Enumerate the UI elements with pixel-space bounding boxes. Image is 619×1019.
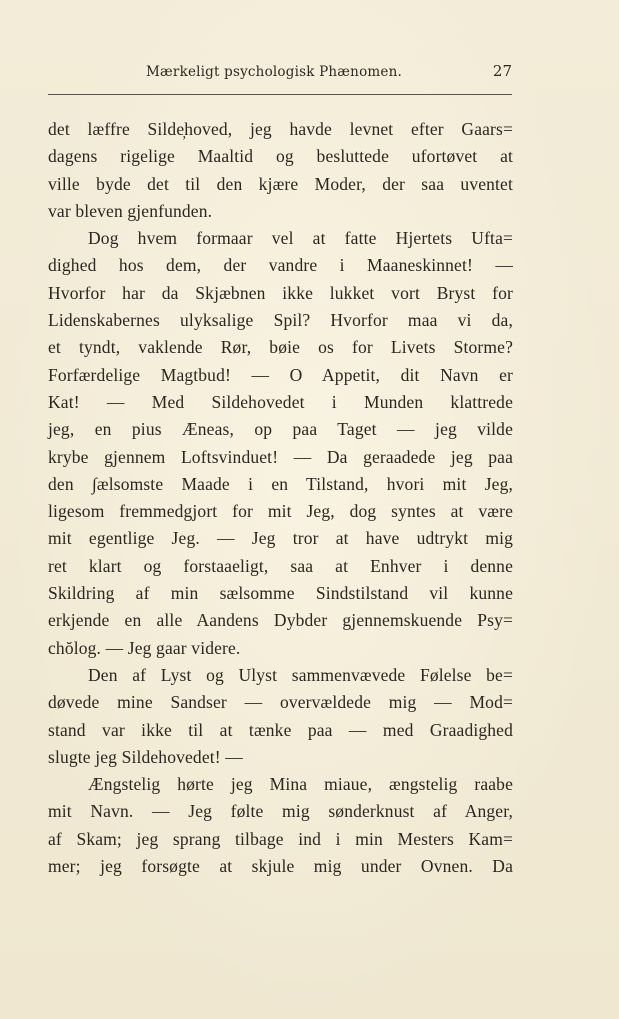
text-line: ligesom fremmedgjort for mit Jeg, dog syntes at være <box>48 501 513 522</box>
text-line: ret klart og forstaaeligt, saa at Enhver i denne <box>48 555 513 576</box>
text-line: ville byde det til den kjære Moder, der saa uventet <box>48 173 513 194</box>
page-header <box>48 62 512 84</box>
text-line: et tyndt, vaklende Rør, bøie os for Livets Storme? <box>48 337 513 358</box>
text-line: chŏlog. — Jeg gaar videre. <box>48 637 241 658</box>
text-line: jeg, en pius Æneas, op paa Taget — jeg vilde <box>48 419 513 440</box>
text-line: Kat! — Med Sildehovedet i Munden klattrede <box>48 391 513 412</box>
text-line: Lidenskabernes ulyksalige Spil? Hvorfor maa vi da, <box>48 310 513 331</box>
text-line: døvede mine Sandser — overvældede mig — Mod= <box>48 692 513 713</box>
text-line: Ængstelig hørte jeg Mina miaue, ængstelig raabe <box>88 774 513 795</box>
text-line: slugte jeg Sildehovedet! — <box>48 746 243 767</box>
text-line: af Skam; jeg sprang tilbage ind i min Mesters Kam= <box>48 828 513 849</box>
text-line: mit Navn. — Jeg følte mig sønderknust af Anger, <box>48 801 513 822</box>
text-line: krybe gjennem Loftsvinduet! — Da geraadede jeg paa <box>48 446 513 467</box>
text-line: stand var ikke til at tænke paa — med Graadighed <box>48 719 513 740</box>
running-title: Mærkeligt psychologisk Phænomen. <box>146 64 402 80</box>
text-line: det læffre Silde̦hoved, jeg havde levnet efter Gaars= <box>48 119 513 139</box>
text-line: Skildring af min sælsomme Sindstilstand vil kunne <box>48 583 513 604</box>
text-line: den ∫ælsomste Maade i en Tilstand, hvori mit Jeg, <box>48 473 513 494</box>
body-text <box>48 116 513 880</box>
text-line: erkjende en alle Aandens Dybder gjennemskuende Psy= <box>48 610 513 631</box>
text-line: Den af Lyst og Ulyst sammenvævede Følelse be= <box>88 664 513 685</box>
text-line: mer; jeg forsøgte at skjule mig under Ovnen. Da <box>48 856 513 877</box>
text-line: var bleven gjenfunden. <box>48 200 213 221</box>
header-rule <box>48 94 512 95</box>
text-line: dagens rigelige Maaltid og besluttede ufortøvet at <box>48 146 513 167</box>
page-number: 27 <box>492 62 512 80</box>
text-line: Hvorfor har da Skjæbnen ikke lukket vort Bryst for <box>48 282 513 303</box>
text-line: dighed hos dem, der vandre i Maaneskinnet! — <box>48 255 513 276</box>
text-line: Dog hvem formaar vel at fatte Hjertets Ufta= <box>88 228 513 249</box>
text-line: mit egentlige Jeg. — Jeg tror at have udtrykt mig <box>48 528 513 549</box>
text-line: Forfærdelige Magtbud! — O Appetit, dit Navn er <box>48 364 513 385</box>
